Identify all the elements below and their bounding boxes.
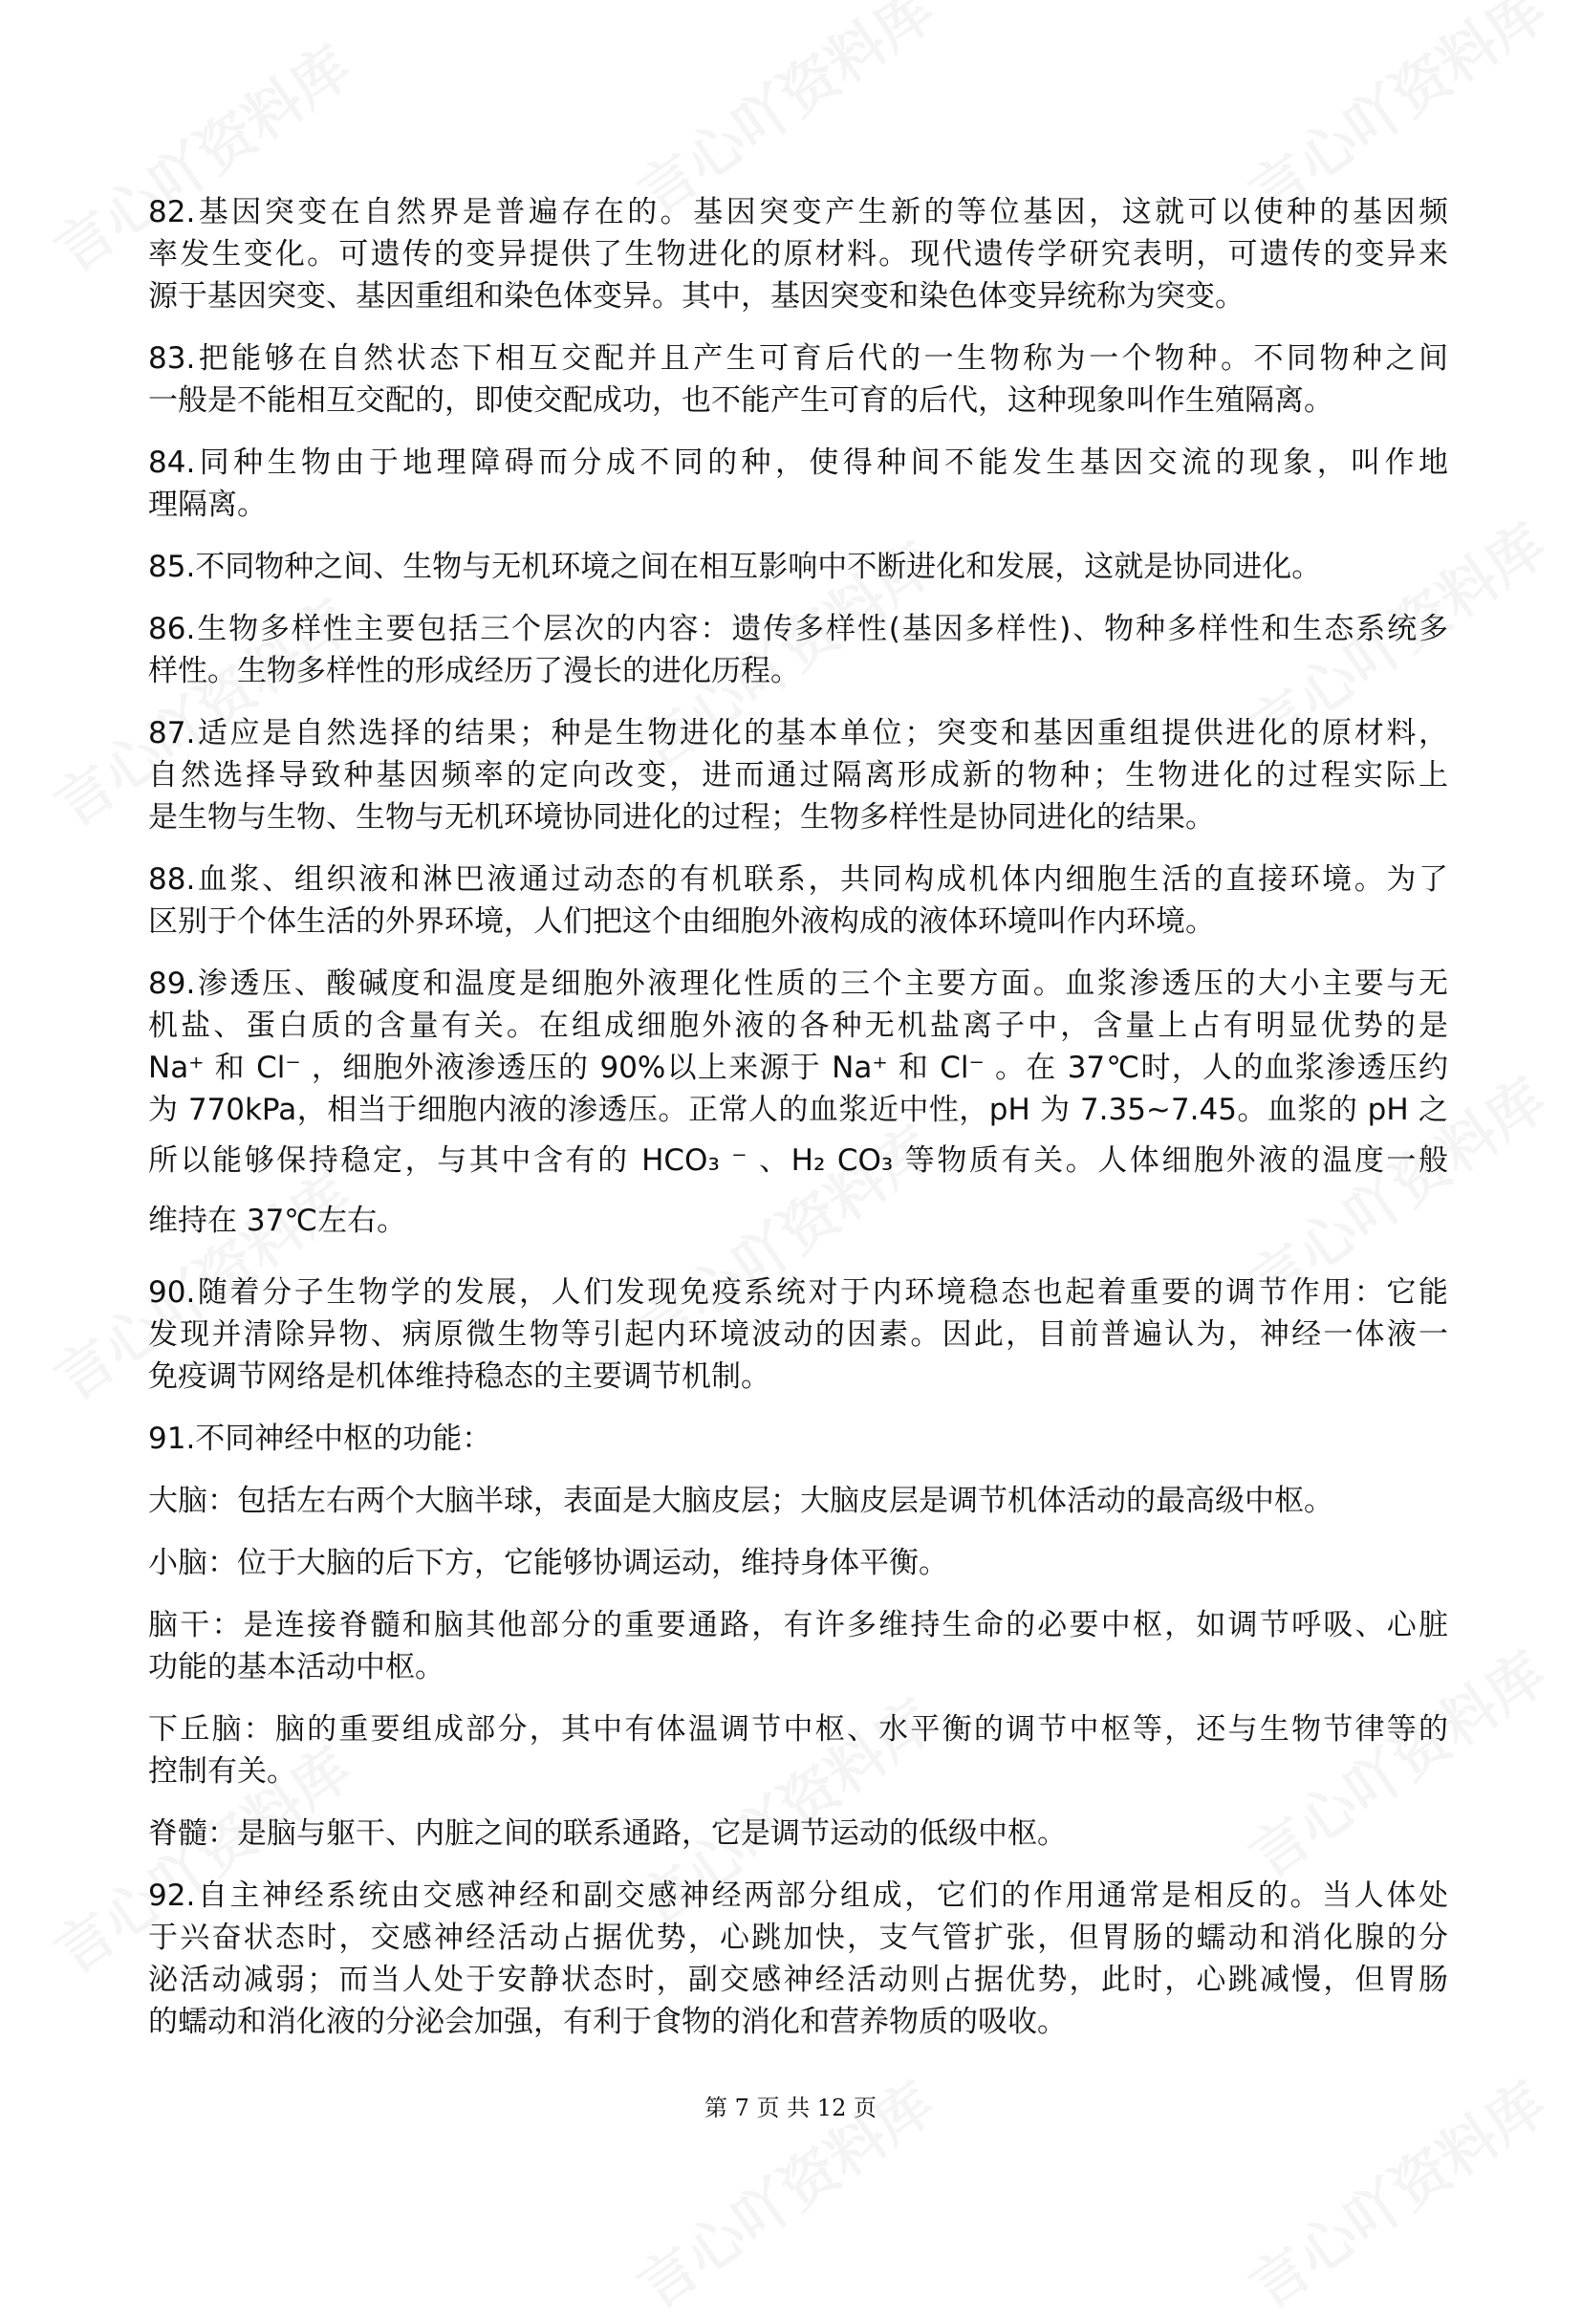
text-line: 91.不同神经中枢的功能： [148, 1422, 492, 1456]
paragraph [148, 442, 1448, 526]
text-line: 理隔离。 [148, 488, 267, 522]
paragraph [148, 858, 1448, 943]
text-line: 率发生变化。可遗传的变异提供了生物进化的原材料。现代遗传学研究表明，可遗传的变异来 [148, 237, 1448, 271]
paragraph [148, 1418, 1448, 1460]
text-line: 所以能够保持稳定，与其中含有的 HCO₃ ⁻ 、H₂ CO₃ 等物质有关。人体细胞外液的温度一般 [148, 1143, 1448, 1178]
text-line: 84.同种生物由于地理障碍而分成不同的种，使得种间不能发生基因交流的现象，叫作地 [148, 445, 1448, 480]
text-line: 大脑：包括左右两个大脑半球，表面是大脑皮层；大脑皮层是调节机体活动的最高级中枢。 [148, 1484, 1333, 1518]
paragraph [148, 1708, 1448, 1792]
text-line: 机盐、蛋白质的含量有关。在组成细胞外液的各种无机盐离子中，含量上占有明显优势的是 [148, 1009, 1448, 1043]
text-line: 为 770kPa，相当于细胞内液的渗透压。正常人的血浆近中性，pH 为 7.35~7.45。血浆的 pH 之 [148, 1093, 1448, 1127]
text-line: 维持在 37℃左右。 [148, 1204, 407, 1238]
paragraph [148, 1813, 1448, 1855]
page-footer: 第 7 页 共 12 页 [704, 2095, 877, 2121]
text-line: 小脑：位于大脑的后下方，它能够协调运动，维持身体平衡。 [148, 1546, 948, 1580]
paragraph [148, 1875, 1448, 2043]
text-line: 90.随着分子生物学的发展，人们发现免疫系统对于内环境稳态也起着重要的调节作用：它能 [148, 1275, 1448, 1310]
paragraph [148, 712, 1448, 838]
text-line: 样性。生物多样性的形成经历了漫长的进化历程。 [148, 654, 800, 688]
text-line: 的蠕动和消化液的分泌会加强，有利于食物的消化和营养物质的吸收。 [148, 2005, 1067, 2039]
text-line: 82.基因突变在自然界是普遍存在的。基因突变产生新的等位基因，这就可以使种的基因频 [148, 195, 1448, 229]
text-line: 是生物与生物、生物与无机环境协同进化的过程；生物多样性是协同进化的结果。 [148, 800, 1215, 835]
text-line: 泌活动减弱；而当人处于安静状态时，副交感神经活动则占据优势，此时，心跳减慢，但胃肠 [148, 1963, 1448, 1997]
text-line: 87.适应是自然选择的结果；种是生物进化的基本单位；突变和基因重组提供进化的原材料， [148, 716, 1448, 750]
paragraph [148, 191, 1448, 317]
paragraph [148, 1480, 1448, 1522]
text-line: 89.渗透压、酸碱度和温度是细胞外液理化性质的三个主要方面。血浆渗透压的大小主要与无 [148, 967, 1448, 1001]
text-line: 一般是不能相互交配的，即使交配成功，也不能产生可育的后代，这种现象叫作生殖隔离。 [148, 383, 1333, 418]
text-line: 自然选择导致种基因频率的定向改变，进而通过隔离形成新的物种；生物进化的过程实际上 [148, 758, 1448, 793]
text-line: 86.生物多样性主要包括三个层次的内容：遗传多样性(基因多样性)、物种多样性和生态系统多 [148, 612, 1448, 646]
paragraph [148, 1271, 1448, 1398]
text-line: 脑干：是连接脊髓和脑其他部分的重要通路，有许多维持生命的必要中枢，如调节呼吸、心脏 [148, 1608, 1448, 1642]
paragraph [148, 608, 1448, 692]
text-line: 88.血浆、组织液和淋巴液通过动态的有机联系，共同构成机体内细胞生活的直接环境。为了 [148, 862, 1448, 897]
text-line: 区别于个体生活的外界环境，人们把这个由细胞外液构成的液体环境叫作内环境。 [148, 904, 1215, 939]
text-line: 源于基因突变、基因重组和染色体变异。其中，基因突变和染色体变异统称为突变。 [148, 279, 1245, 314]
text-line: 85.不同物种之间、生物与无机环境之间在相互影响中不断进化和发展，这就是协同进化。 [148, 550, 1322, 584]
text-line: Na⁺ 和 Cl⁻ ，细胞外液渗透压的 90%以上来源于 Na⁺ 和 Cl⁻ 。在 37℃时，人的血浆渗透压约 [148, 1051, 1448, 1085]
text-line: 下丘脑：脑的重要组成部分，其中有体温调节中枢、水平衡的调节中枢等，还与生物节律等的 [148, 1712, 1448, 1747]
text-line: 功能的基本活动中枢。 [148, 1650, 444, 1684]
text-line: 92.自主神经系统由交感神经和副交感神经两部分组成，它们的作用通常是相反的。当人体处 [148, 1879, 1448, 1913]
paragraph [148, 1604, 1448, 1688]
text-line: 于兴奋状态时，交感神经活动占据优势，心跳加快，支气管扩张，但胃肠的蠕动和消化腺的分 [148, 1921, 1448, 1955]
paragraph [148, 1542, 1448, 1584]
text-line: 发现并清除异物、病原微生物等引起内环境波动的因素。因此，目前普遍认为，神经一体液一 [148, 1317, 1448, 1352]
text-line: 控制有关。 [148, 1754, 296, 1789]
document-body [148, 191, 1448, 2063]
text-line: 83.把能够在自然状态下相互交配并且产生可育后代的一生物称为一个物种。不同物种之间 [148, 341, 1448, 376]
paragraph [148, 546, 1448, 588]
text-line: 脊髓：是脑与躯干、内脏之间的联系通路，它是调节运动的低级中枢。 [148, 1816, 1067, 1851]
text-line: 免疫调节网络是机体维持稳态的主要调节机制。 [148, 1359, 770, 1394]
paragraph [148, 963, 1448, 1251]
paragraph [148, 337, 1448, 422]
